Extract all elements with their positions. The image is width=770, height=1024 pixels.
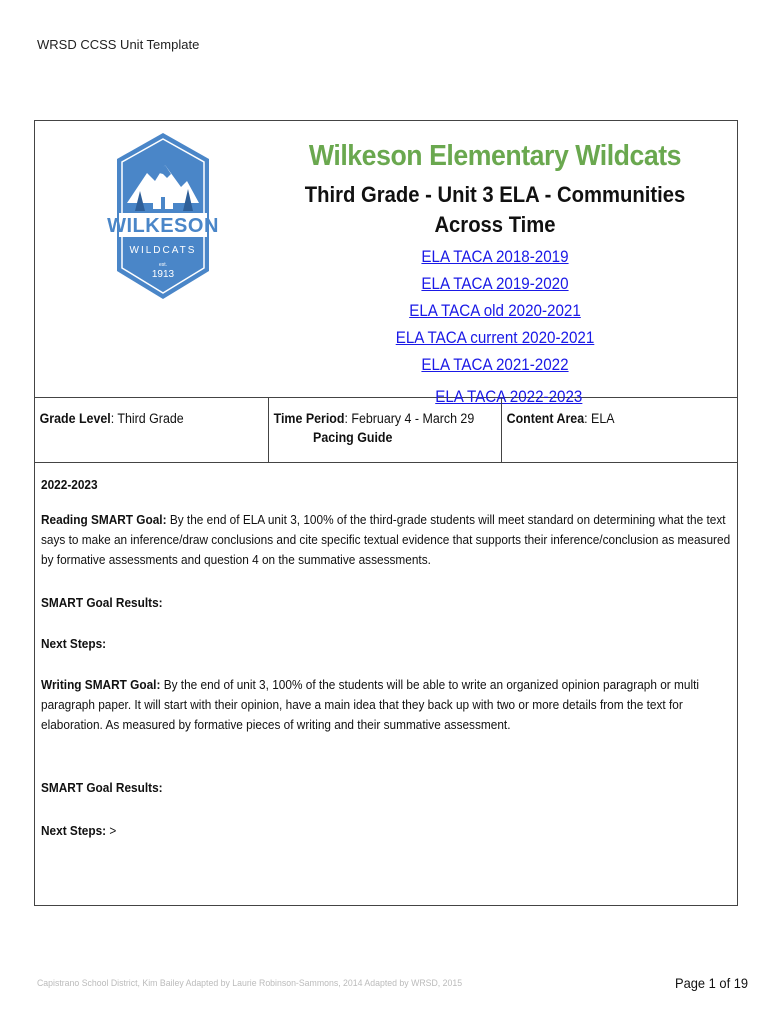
- taca-link-current-2020-2021[interactable]: ELA TACA current 2020-2021: [395, 329, 595, 347]
- school-logo: [107, 131, 219, 303]
- grade-level-label: Grade Level: [39, 411, 111, 426]
- content-area-label: Content Area: [506, 411, 585, 426]
- grade-level-cell: Grade Level: Third Grade: [35, 398, 269, 462]
- info-row: [35, 398, 737, 463]
- reading-results-label: SMART Goal Results:: [41, 595, 163, 610]
- logo-name: WILKESON: [107, 215, 219, 237]
- writing-goal-text: By the end of unit 3, 100% of the students will be able to write an organized opinion paragraph or multi paragraph paper. It will start with their opinion, have a main idea that they back up with two or more details from the text for elaboration. As measured by formative pieces of writing and their summative assessment.: [41, 677, 700, 732]
- goals-row: [35, 463, 737, 905]
- reading-goal-text: By the end of ELA unit 3, 100% of the third-grade students will meet standard on determining what the text says to make an inference/draw conclusions and cite specific textual evidence that supports their inference/conclusion as measured by formative assessments and question 4 on the summative assessments.: [41, 512, 731, 567]
- writing-goal: [41, 675, 733, 735]
- footer-credit: Capistrano School District, Kim Bailey Adapted by Laurie Robinson-Sammons, 2014 Adapted by WRSD, 2015: [37, 978, 463, 989]
- title-row: [35, 121, 737, 406]
- taca-link-2018-2019[interactable]: ELA TACA 2018-2019: [421, 248, 569, 266]
- wilkeson-wildcats-logo: [107, 131, 219, 303]
- template-header: WRSD CCSS Unit Template: [37, 37, 200, 52]
- taca-link-old-2020-2021[interactable]: ELA TACA old 2020-2021: [409, 302, 581, 320]
- content-area-value: ELA: [591, 411, 615, 426]
- logo-subtitle: WILDCATS: [129, 245, 197, 256]
- writing-next-steps: [41, 821, 733, 841]
- pacing-guide: Pacing Guide: [313, 430, 393, 445]
- logo-year: 1913: [151, 269, 175, 280]
- taca-link-2021-2022[interactable]: ELA TACA 2021-2022: [421, 356, 569, 374]
- unit-template-table: [34, 120, 738, 906]
- logo-est: est.: [158, 262, 168, 268]
- taca-link-2022-2023[interactable]: ELA TACA 2022-2023: [435, 388, 583, 406]
- time-period-cell: Time Period: February 4 - March 29 Pacing Guide: [269, 398, 502, 462]
- writing-goal-label: Writing SMART Goal:: [41, 677, 161, 692]
- writing-next-steps-label: Next Steps:: [41, 823, 107, 838]
- taca-link-2019-2020[interactable]: ELA TACA 2019-2020: [421, 275, 569, 293]
- writing-results-label: SMART Goal Results:: [41, 780, 163, 795]
- reading-goal-label: Reading SMART Goal:: [41, 512, 167, 527]
- taca-links: [260, 244, 730, 411]
- goals-year: 2022-2023: [41, 477, 98, 492]
- time-period-value: February 4 - March 29: [351, 411, 475, 426]
- page-number: Page 1 of 19: [675, 975, 749, 991]
- grade-level-value: Third Grade: [117, 411, 184, 426]
- content-area-cell: Content Area: ELA: [506, 411, 615, 426]
- reading-goal: [41, 510, 733, 570]
- unit-title: Third Grade - Unit 3 ELA - Communities Across Time: [304, 182, 686, 237]
- school-title: Wilkeson Elementary Wildcats: [308, 140, 682, 172]
- time-period-label: Time Period: [273, 411, 345, 426]
- title-block: [260, 136, 730, 411]
- reading-next-steps-label: Next Steps:: [41, 636, 107, 651]
- writing-next-steps-value: >: [109, 823, 117, 838]
